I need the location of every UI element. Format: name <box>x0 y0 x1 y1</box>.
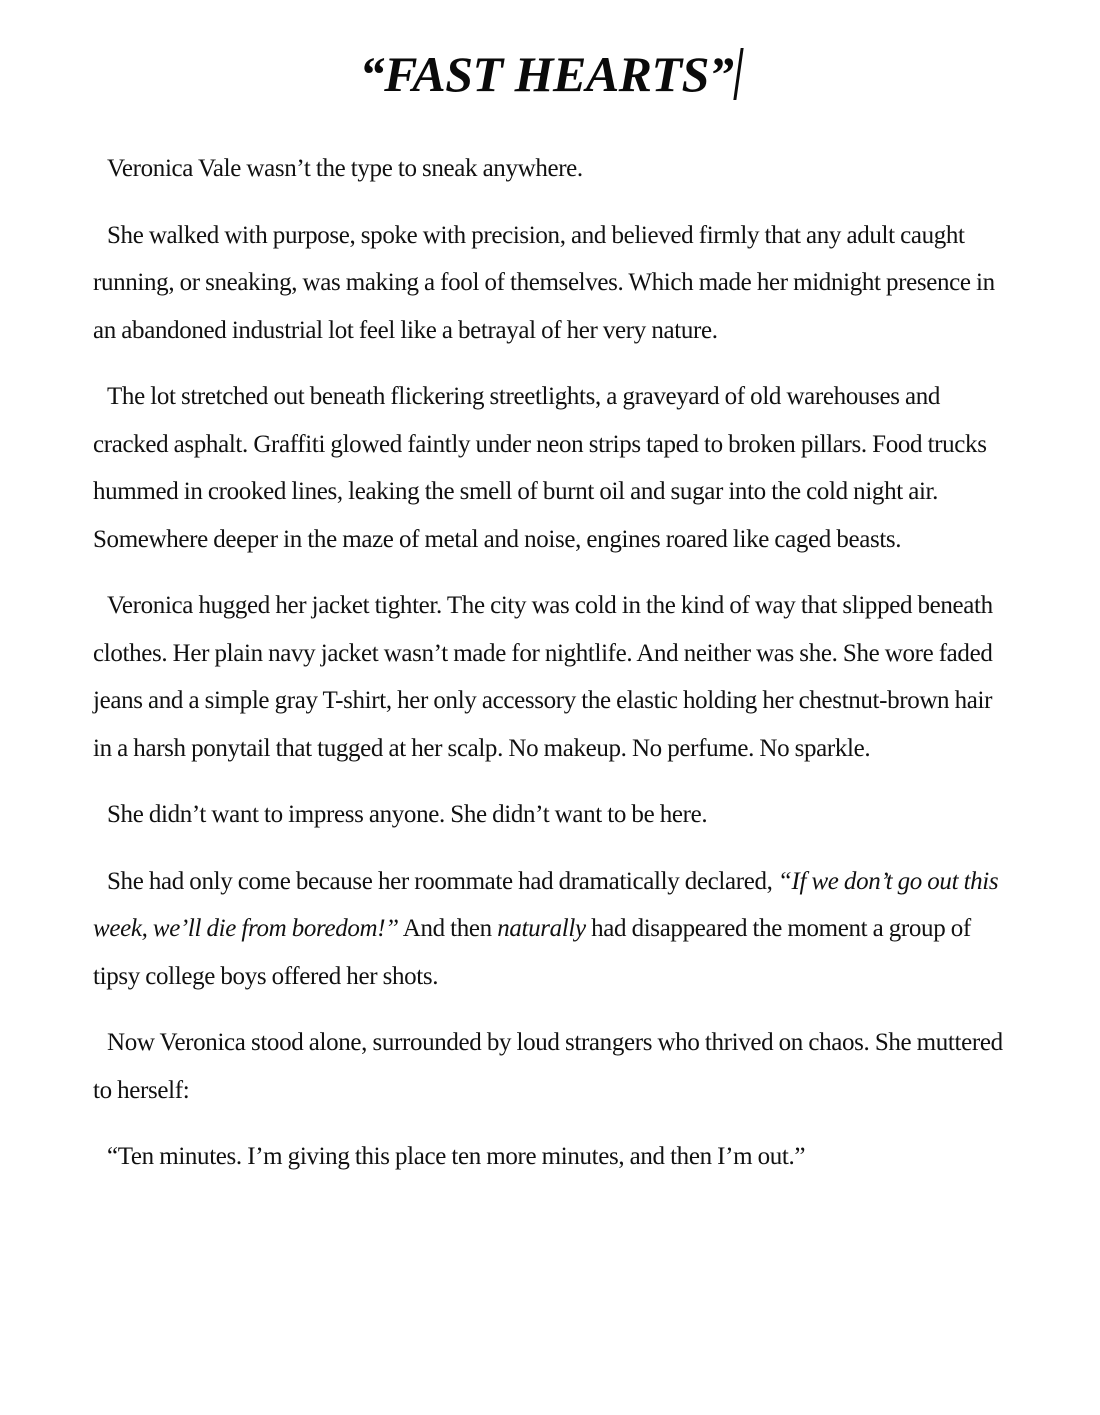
document-body[interactable] <box>93 145 1003 1181</box>
paragraph-2[interactable]: She walked with purpose, spoke with precision, and believed firmly that any adult caught running, or sneaking, was making a fool of themselves. Which made her midnight presence in an abandoned industrial lot feel like a betrayal of her very nature. <box>93 221 995 344</box>
paragraph-4[interactable]: Veronica hugged her jacket tighter. The city was cold in the kind of way that slipped beneath clothes. Her plain navy jacket wasn’t made for nightlife. And neither was she. She wore faded jeans and a simple gray T-shirt, her only accessory the elastic holding her chestnut-brown hair in a harsh ponytail that tugged at her scalp. No makeup. No perfume. No sparkle. <box>93 592 993 762</box>
paragraph-5[interactable]: She didn’t want to impress anyone. She didn’t want to be here. <box>107 801 708 828</box>
paragraph-8[interactable]: “Ten minutes. I’m giving this place ten more minutes, and then I’m out.” <box>107 1143 806 1170</box>
paragraph-6-intro: She had only come because her roommate had dramatically declared, <box>107 867 778 895</box>
text-cursor <box>734 48 744 100</box>
paragraph-1[interactable]: Veronica Vale wasn’t the type to sneak anywhere. <box>107 155 583 182</box>
title-row <box>0 42 1100 106</box>
paragraph-7[interactable]: Now Veronica stood alone, surrounded by loud strangers who thrived on chaos. She muttered to herself: <box>93 1029 1003 1104</box>
paragraph-6-end: had disappeared the moment a group of tipsy college boys offered her shots. <box>93 915 971 990</box>
paragraph-6[interactable] <box>93 858 1003 1001</box>
paragraph-3[interactable]: The lot stretched out beneath flickering streetlights, a graveyard of old warehouses and cracked asphalt. Graffiti glowed faintly under neon strips taped to broken pillars. Food trucks hummed in crooked lines, leaking the smell of burnt oil and sugar into the cold night air. Somewhere deeper in the maze of metal and noise, engines roared like caged beasts. <box>93 383 987 553</box>
paragraph-6-middle: And then <box>398 915 498 942</box>
roommate-quote: “If we don’t go out this week, we’ll die from boredom!” <box>93 867 999 942</box>
emphasis-naturally: naturally <box>497 915 586 942</box>
document-title[interactable]: “FAST HEARTS” <box>359 46 734 102</box>
